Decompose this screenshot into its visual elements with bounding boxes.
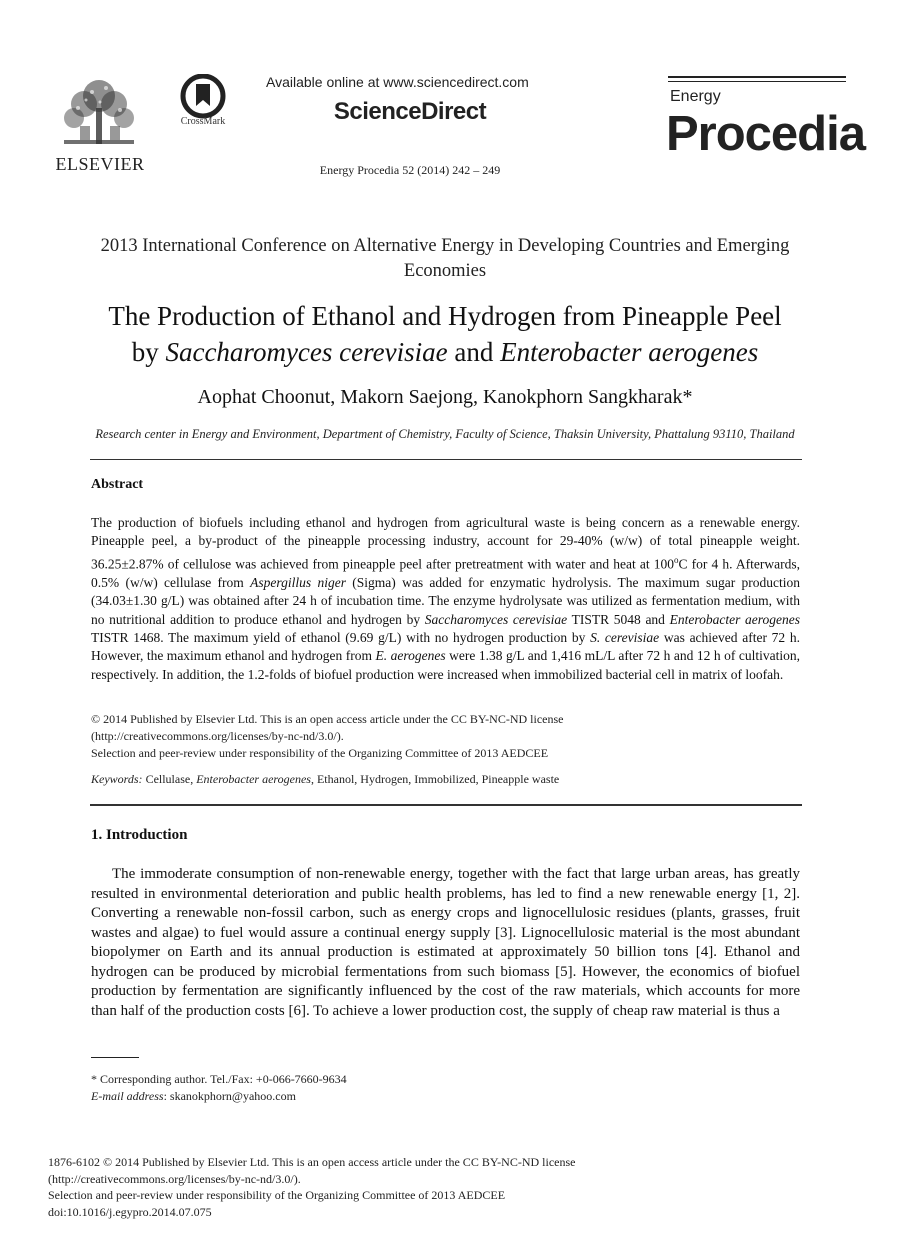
abstract-text: The production of biofuels including ethanol and hydrogen from agricultural waste is being concern as a renewable energy. Pineapple peel, a by-product of the pineapple processing industry, account for 29-40% (w/w) of total pineapple weight. 36.25±2.87% of cellulose was achieved from pineapple peel after pretreatment with water and heat at 100$^o$C for 4 h. Afterwards, 0.5% (w/w) cellulase from Aspergillus niger (Sigma) was added for enzymatic hydrolysis. The maximum sugar production (34.03±1.30 g/L) was obtained after 24 h of incubation time. The enzyme hydrolysate was utilized as fermentation medium, with no nutritional addition to produce ethanol and hydrogen by Saccharomyces cerevisiae TISTR 5048 and Enterobacter aerogenes TISTR 1468. The maximum yield of ethanol (9.69 g/L) with no hydrogen production by S. cerevisiae was achieved after 72 h. However, the maximum ethanol and hydrogen from E. aerogenes were 1.38 g/L and 1,416 mL/L after 72 h and 12 h of cultivation, respectively. In addition, the 1.2-folds of biofuel production were increased when immobilized bacterial cell in matrix of loofah. bbox=[91, 515, 801, 682]
title-organism-1: Saccharomyces cerevisiae bbox=[165, 337, 448, 367]
license-line: (http://creativecommons.org/licenses/by-nc-nd/3.0/). bbox=[91, 729, 344, 743]
sciencedirect-logo[interactable]: ScienceDirect bbox=[333, 98, 487, 125]
email-address[interactable]: : skanokphorn@yahoo.com bbox=[163, 1089, 296, 1103]
elsevier-tree-icon bbox=[54, 74, 144, 154]
procedia-top-rule-thin bbox=[668, 81, 846, 82]
introduction-text bbox=[91, 865, 800, 1021]
bottom-license-line: (http://creativecommons.org/licenses/by-nc-nd/3.0/). bbox=[48, 1171, 301, 1186]
section-heading-introduction: 1. Introduction bbox=[91, 827, 188, 843]
keywords-label: Keywords: bbox=[91, 772, 143, 786]
email-line: E-mail address: skanokphorn@yahoo.com bbox=[91, 1089, 296, 1103]
corresponding-author: * Corresponding author. Tel./Fax: +0-066-7660-9634 bbox=[91, 1072, 347, 1086]
affiliation: Research center in Energy and Environment, Department of Chemistry, Faculty of Science, Thaksin University, Phattalung 93110, Thailand bbox=[95, 427, 795, 441]
footnote bbox=[91, 1071, 591, 1105]
title-by: by bbox=[131, 337, 166, 367]
bottom-license-link[interactable]: (http://creativecommons.org/licenses/by-nc-nd/3.0/ bbox=[48, 1171, 294, 1186]
journal-name: Procedia bbox=[666, 107, 865, 161]
title-organism-2: Enterobacter aerogenes bbox=[500, 337, 759, 367]
title-line-1: The Production of Ethanol and Hydrogen from Pineapple Peel bbox=[108, 301, 782, 331]
copyright-line: © 2014 Published by Elsevier Ltd. This is an open access article under the CC BY-NC-ND license bbox=[91, 712, 564, 726]
introduction-paragraph: The immoderate consumption of non-renewable energy, together with the fact that large urban areas, has greatly resulted in environmental deterioration and public health problems, has led to find a new renewable energy [1, 2]. Converting a renewable non-fossil carbon, such as energy crops and lignocellulosic residues (plants, grasses, fruit wastes and algae) to fuel would assure a continual energy supply [3]. Lignocellulosic material is the most abundant biopolymer on Earth and its annual production is estimated at approximately 50 billion tons [4]. Ethanol and hydrogen can be produced by microbial fermentations from such biomass [5]. However, the economics of biofuel production by fermentation are significantly influenced by the cost of the raw materials, which accounts for more than half of the production costs [6]. To achieve a lower production cost, the supply of cheap raw material is thus a bbox=[91, 866, 800, 1019]
journal-kind: Energy bbox=[670, 88, 721, 105]
elsevier-logo bbox=[50, 74, 150, 178]
publisher-name: ELSEVIER bbox=[55, 154, 145, 174]
crossmark-label: CrossMark bbox=[180, 116, 226, 127]
bottom-peer-review: Selection and peer-review under responsibility of the Organizing Committee of 2013 AEDCEE bbox=[48, 1188, 506, 1202]
license-link[interactable]: (http://creativecommons.org/licenses/by-nc-nd/3.0/ bbox=[91, 729, 337, 743]
peer-review-line: Selection and peer-review under responsibility of the Organizing Committee of 2013 AEDCEE bbox=[91, 746, 549, 760]
abstract-heading: Abstract bbox=[91, 477, 144, 492]
abstract-top-rule bbox=[90, 459, 802, 460]
doi[interactable]: doi:10.1016/j.egypro.2014.07.075 bbox=[48, 1204, 212, 1219]
available-online-text: Available online at www.sciencedirect.com bbox=[266, 74, 529, 90]
author-list: Aophat Choonut, Makorn Saejong, Kanokphorn Sangkharak* bbox=[197, 386, 693, 408]
abstract-copyright bbox=[91, 711, 800, 762]
journal-reference: Energy Procedia 52 (2014) 242 – 249 bbox=[319, 163, 501, 177]
footnote-rule bbox=[91, 1057, 139, 1058]
procedia-top-rule bbox=[668, 76, 846, 78]
abstract-bottom-rule bbox=[90, 804, 802, 806]
title-and: and bbox=[447, 337, 501, 367]
paper-title bbox=[70, 298, 820, 370]
keywords: Keywords: Cellulase, Enterobacter aerogenes, Ethanol, Hydrogen, Immobilized, Pineapple waste bbox=[91, 772, 560, 786]
conference-name: 2013 International Conference on Alternative Energy in Developing Countries and Emerging Economies bbox=[100, 236, 790, 281]
bottom-copyright bbox=[48, 1154, 698, 1220]
issn-copyright: 1876-6102 © 2014 Published by Elsevier Ltd. This is an open access article under the CC BY-NC-ND license bbox=[48, 1155, 576, 1169]
